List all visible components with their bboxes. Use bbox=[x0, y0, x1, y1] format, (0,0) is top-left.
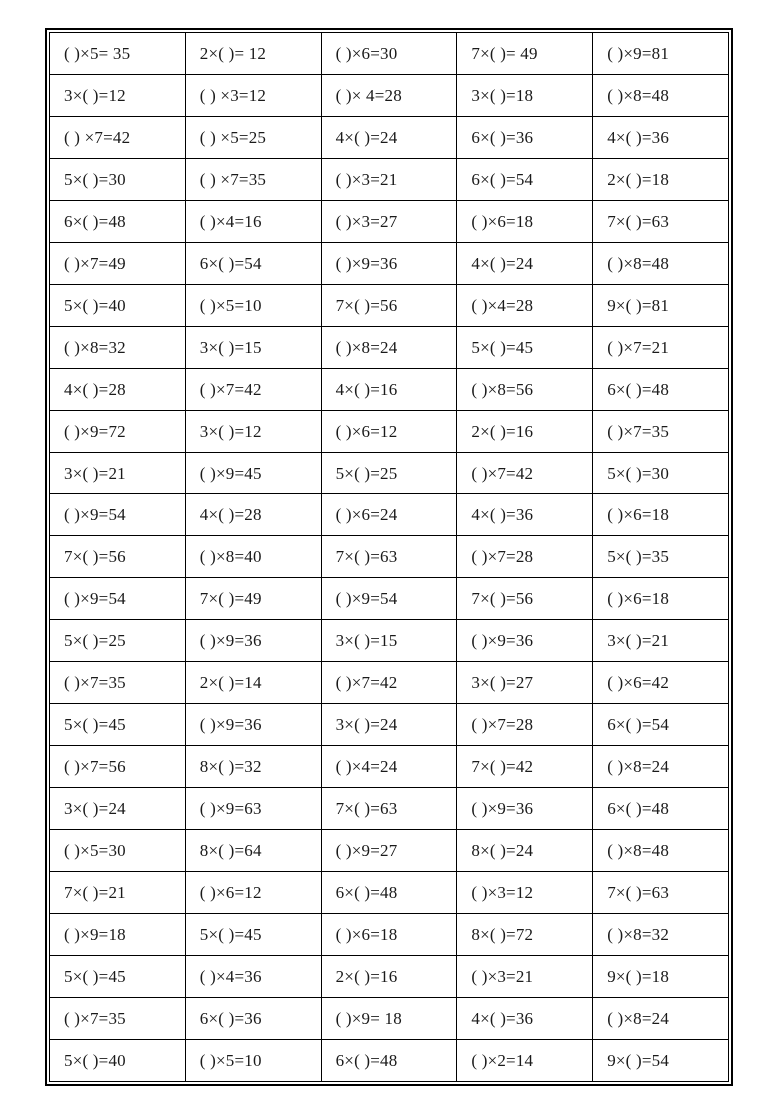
equation-cell: 9×( )=18 bbox=[593, 955, 729, 997]
table-row bbox=[50, 452, 729, 494]
equation-cell: ( )×6=12 bbox=[321, 410, 457, 452]
equation-cell: 4×( )=24 bbox=[321, 116, 457, 158]
equation-cell: 9×( )=81 bbox=[593, 284, 729, 326]
table-row bbox=[50, 74, 729, 116]
equation-cell: ( )×4=28 bbox=[457, 284, 593, 326]
equation-cell: ( )×3=21 bbox=[321, 158, 457, 200]
equation-cell: ( )×8=32 bbox=[593, 914, 729, 956]
equation-cell: 5×( )=40 bbox=[50, 284, 186, 326]
equation-cell: 7×( )=56 bbox=[457, 578, 593, 620]
equation-cell: ( )×9=27 bbox=[321, 830, 457, 872]
equation-cell: 8×( )=24 bbox=[457, 830, 593, 872]
equation-cell: 6×( )=36 bbox=[457, 116, 593, 158]
equation-cell: ( )×9=36 bbox=[457, 788, 593, 830]
equation-cell: ( )×4=24 bbox=[321, 746, 457, 788]
equation-cell: ( )×8=32 bbox=[50, 326, 186, 368]
equation-cell: 7×( )=63 bbox=[321, 788, 457, 830]
equation-cell: 3×( )=15 bbox=[321, 620, 457, 662]
equation-cell: ( ) ×5=25 bbox=[185, 116, 321, 158]
equation-cell: ( ) ×7=35 bbox=[185, 158, 321, 200]
equation-cell: 6×( )=48 bbox=[321, 1039, 457, 1081]
equation-cell: ( )×5=30 bbox=[50, 830, 186, 872]
equation-cell: 2×( )=18 bbox=[593, 158, 729, 200]
equation-cell: ( )×7=42 bbox=[457, 452, 593, 494]
equation-cell: ( )×9=81 bbox=[593, 33, 729, 75]
equation-cell: ( )×7=42 bbox=[321, 662, 457, 704]
table-row bbox=[50, 536, 729, 578]
equation-cell: ( )×6=12 bbox=[185, 872, 321, 914]
equation-cell: ( )×2=14 bbox=[457, 1039, 593, 1081]
equation-cell: 2×( )= 12 bbox=[185, 33, 321, 75]
equation-cell: ( )×9=36 bbox=[185, 704, 321, 746]
equation-cell: 7×( )= 49 bbox=[457, 33, 593, 75]
table-row bbox=[50, 914, 729, 956]
equation-cell: ( )×9=54 bbox=[50, 494, 186, 536]
equation-cell: ( )×3=12 bbox=[457, 872, 593, 914]
table-row bbox=[50, 200, 729, 242]
table-row bbox=[50, 620, 729, 662]
equation-cell: ( )×8=48 bbox=[593, 74, 729, 116]
table-row bbox=[50, 33, 729, 75]
equation-cell: ( )×6=30 bbox=[321, 33, 457, 75]
equation-cell: 3×( )=21 bbox=[593, 620, 729, 662]
table-row bbox=[50, 368, 729, 410]
equation-cell: 3×( )=24 bbox=[50, 788, 186, 830]
equation-cell: 9×( )=54 bbox=[593, 1039, 729, 1081]
equation-cell: ( )×4=36 bbox=[185, 955, 321, 997]
equation-cell: ( )×6=42 bbox=[593, 662, 729, 704]
table-row bbox=[50, 158, 729, 200]
equation-cell: 3×( )=18 bbox=[457, 74, 593, 116]
equation-cell: ( ) ×3=12 bbox=[185, 74, 321, 116]
equation-cell: 4×( )=36 bbox=[593, 116, 729, 158]
equation-cell: ( )×9= 18 bbox=[321, 997, 457, 1039]
table-row bbox=[50, 704, 729, 746]
equation-cell: ( )×9=36 bbox=[321, 242, 457, 284]
equation-cell: ( )×9=54 bbox=[321, 578, 457, 620]
table-row bbox=[50, 284, 729, 326]
equation-cell: 2×( )=14 bbox=[185, 662, 321, 704]
equation-cell: 6×( )=36 bbox=[185, 997, 321, 1039]
table-row bbox=[50, 494, 729, 536]
equation-cell: 5×( )=30 bbox=[50, 158, 186, 200]
equation-cell: 5×( )=45 bbox=[457, 326, 593, 368]
equation-cell: ( )×7=35 bbox=[593, 410, 729, 452]
worksheet-sheet bbox=[45, 28, 733, 1086]
equation-cell: ( )×9=63 bbox=[185, 788, 321, 830]
equation-cell: 5×( )=40 bbox=[50, 1039, 186, 1081]
equation-cell: 4×( )=28 bbox=[185, 494, 321, 536]
equation-cell: ( )×9=72 bbox=[50, 410, 186, 452]
equation-cell: 6×( )=48 bbox=[593, 788, 729, 830]
equation-cell: ( )×5= 35 bbox=[50, 33, 186, 75]
equation-cell: ( ) ×7=42 bbox=[50, 116, 186, 158]
table-row bbox=[50, 788, 729, 830]
equation-cell: ( )×7=28 bbox=[457, 536, 593, 578]
equation-cell: 5×( )=30 bbox=[593, 452, 729, 494]
table-row bbox=[50, 662, 729, 704]
multiplication-worksheet-table bbox=[49, 32, 729, 1082]
equation-cell: ( )×8=24 bbox=[321, 326, 457, 368]
equation-cell: ( )×9=54 bbox=[50, 578, 186, 620]
table-row bbox=[50, 326, 729, 368]
table-row bbox=[50, 242, 729, 284]
equation-cell: 6×( )=54 bbox=[185, 242, 321, 284]
equation-cell: 7×( )=63 bbox=[321, 536, 457, 578]
equation-cell: 6×( )=48 bbox=[593, 368, 729, 410]
equation-cell: 8×( )=32 bbox=[185, 746, 321, 788]
equation-cell: 3×( )=24 bbox=[321, 704, 457, 746]
equation-cell: 3×( )=27 bbox=[457, 662, 593, 704]
equation-cell: ( )×8=40 bbox=[185, 536, 321, 578]
table-row bbox=[50, 872, 729, 914]
equation-cell: ( )×5=10 bbox=[185, 1039, 321, 1081]
table-row bbox=[50, 1039, 729, 1081]
equation-cell: 4×( )=24 bbox=[457, 242, 593, 284]
equation-cell: ( )×8=48 bbox=[593, 242, 729, 284]
equation-cell: ( )×9=36 bbox=[457, 620, 593, 662]
table-row bbox=[50, 997, 729, 1039]
equation-cell: ( )×8=56 bbox=[457, 368, 593, 410]
equation-cell: ( )× 4=28 bbox=[321, 74, 457, 116]
equation-cell: ( )×6=18 bbox=[593, 578, 729, 620]
equation-cell: 7×( )=56 bbox=[321, 284, 457, 326]
equation-cell: ( )×7=42 bbox=[185, 368, 321, 410]
equation-cell: 6×( )=54 bbox=[457, 158, 593, 200]
equation-cell: ( )×9=36 bbox=[185, 620, 321, 662]
equation-cell: 7×( )=49 bbox=[185, 578, 321, 620]
equation-cell: 7×( )=42 bbox=[457, 746, 593, 788]
equation-cell: ( )×3=21 bbox=[457, 955, 593, 997]
equation-cell: 7×( )=63 bbox=[593, 872, 729, 914]
equation-cell: 2×( )=16 bbox=[457, 410, 593, 452]
equation-cell: 5×( )=45 bbox=[50, 955, 186, 997]
equation-cell: ( )×6=18 bbox=[321, 914, 457, 956]
equation-cell: 4×( )=16 bbox=[321, 368, 457, 410]
equation-cell: 6×( )=48 bbox=[50, 200, 186, 242]
equation-cell: ( )×6=18 bbox=[593, 494, 729, 536]
equation-cell: ( )×8=48 bbox=[593, 830, 729, 872]
table-row bbox=[50, 746, 729, 788]
equation-cell: 8×( )=64 bbox=[185, 830, 321, 872]
table-row bbox=[50, 116, 729, 158]
equation-cell: ( )×7=28 bbox=[457, 704, 593, 746]
equation-cell: ( )×7=35 bbox=[50, 662, 186, 704]
equation-cell: 6×( )=48 bbox=[321, 872, 457, 914]
equation-cell: ( )×6=24 bbox=[321, 494, 457, 536]
equation-cell: ( )×8=24 bbox=[593, 746, 729, 788]
equation-cell: 7×( )=63 bbox=[593, 200, 729, 242]
equation-cell: ( )×3=27 bbox=[321, 200, 457, 242]
equation-cell: ( )×8=24 bbox=[593, 997, 729, 1039]
equation-cell: 2×( )=16 bbox=[321, 955, 457, 997]
equation-cell: 7×( )=21 bbox=[50, 872, 186, 914]
equation-cell: ( )×7=56 bbox=[50, 746, 186, 788]
equation-cell: 3×( )=12 bbox=[185, 410, 321, 452]
equation-cell: ( )×7=21 bbox=[593, 326, 729, 368]
equation-cell: 4×( )=36 bbox=[457, 494, 593, 536]
equation-cell: 7×( )=56 bbox=[50, 536, 186, 578]
equation-cell: ( )×6=18 bbox=[457, 200, 593, 242]
equation-cell: 3×( )=12 bbox=[50, 74, 186, 116]
worksheet-table-body bbox=[50, 33, 729, 1082]
equation-cell: 5×( )=45 bbox=[50, 704, 186, 746]
equation-cell: ( )×9=45 bbox=[185, 452, 321, 494]
equation-cell: ( )×4=16 bbox=[185, 200, 321, 242]
equation-cell: 5×( )=35 bbox=[593, 536, 729, 578]
equation-cell: 3×( )=21 bbox=[50, 452, 186, 494]
equation-cell: 5×( )=25 bbox=[321, 452, 457, 494]
equation-cell: 6×( )=54 bbox=[593, 704, 729, 746]
equation-cell: 8×( )=72 bbox=[457, 914, 593, 956]
equation-cell: 4×( )=28 bbox=[50, 368, 186, 410]
table-row bbox=[50, 578, 729, 620]
equation-cell: 5×( )=45 bbox=[185, 914, 321, 956]
equation-cell: ( )×9=18 bbox=[50, 914, 186, 956]
equation-cell: 4×( )=36 bbox=[457, 997, 593, 1039]
equation-cell: ( )×7=49 bbox=[50, 242, 186, 284]
equation-cell: 5×( )=25 bbox=[50, 620, 186, 662]
equation-cell: ( )×5=10 bbox=[185, 284, 321, 326]
table-row bbox=[50, 410, 729, 452]
table-row bbox=[50, 830, 729, 872]
equation-cell: ( )×7=35 bbox=[50, 997, 186, 1039]
equation-cell: 3×( )=15 bbox=[185, 326, 321, 368]
table-row bbox=[50, 955, 729, 997]
